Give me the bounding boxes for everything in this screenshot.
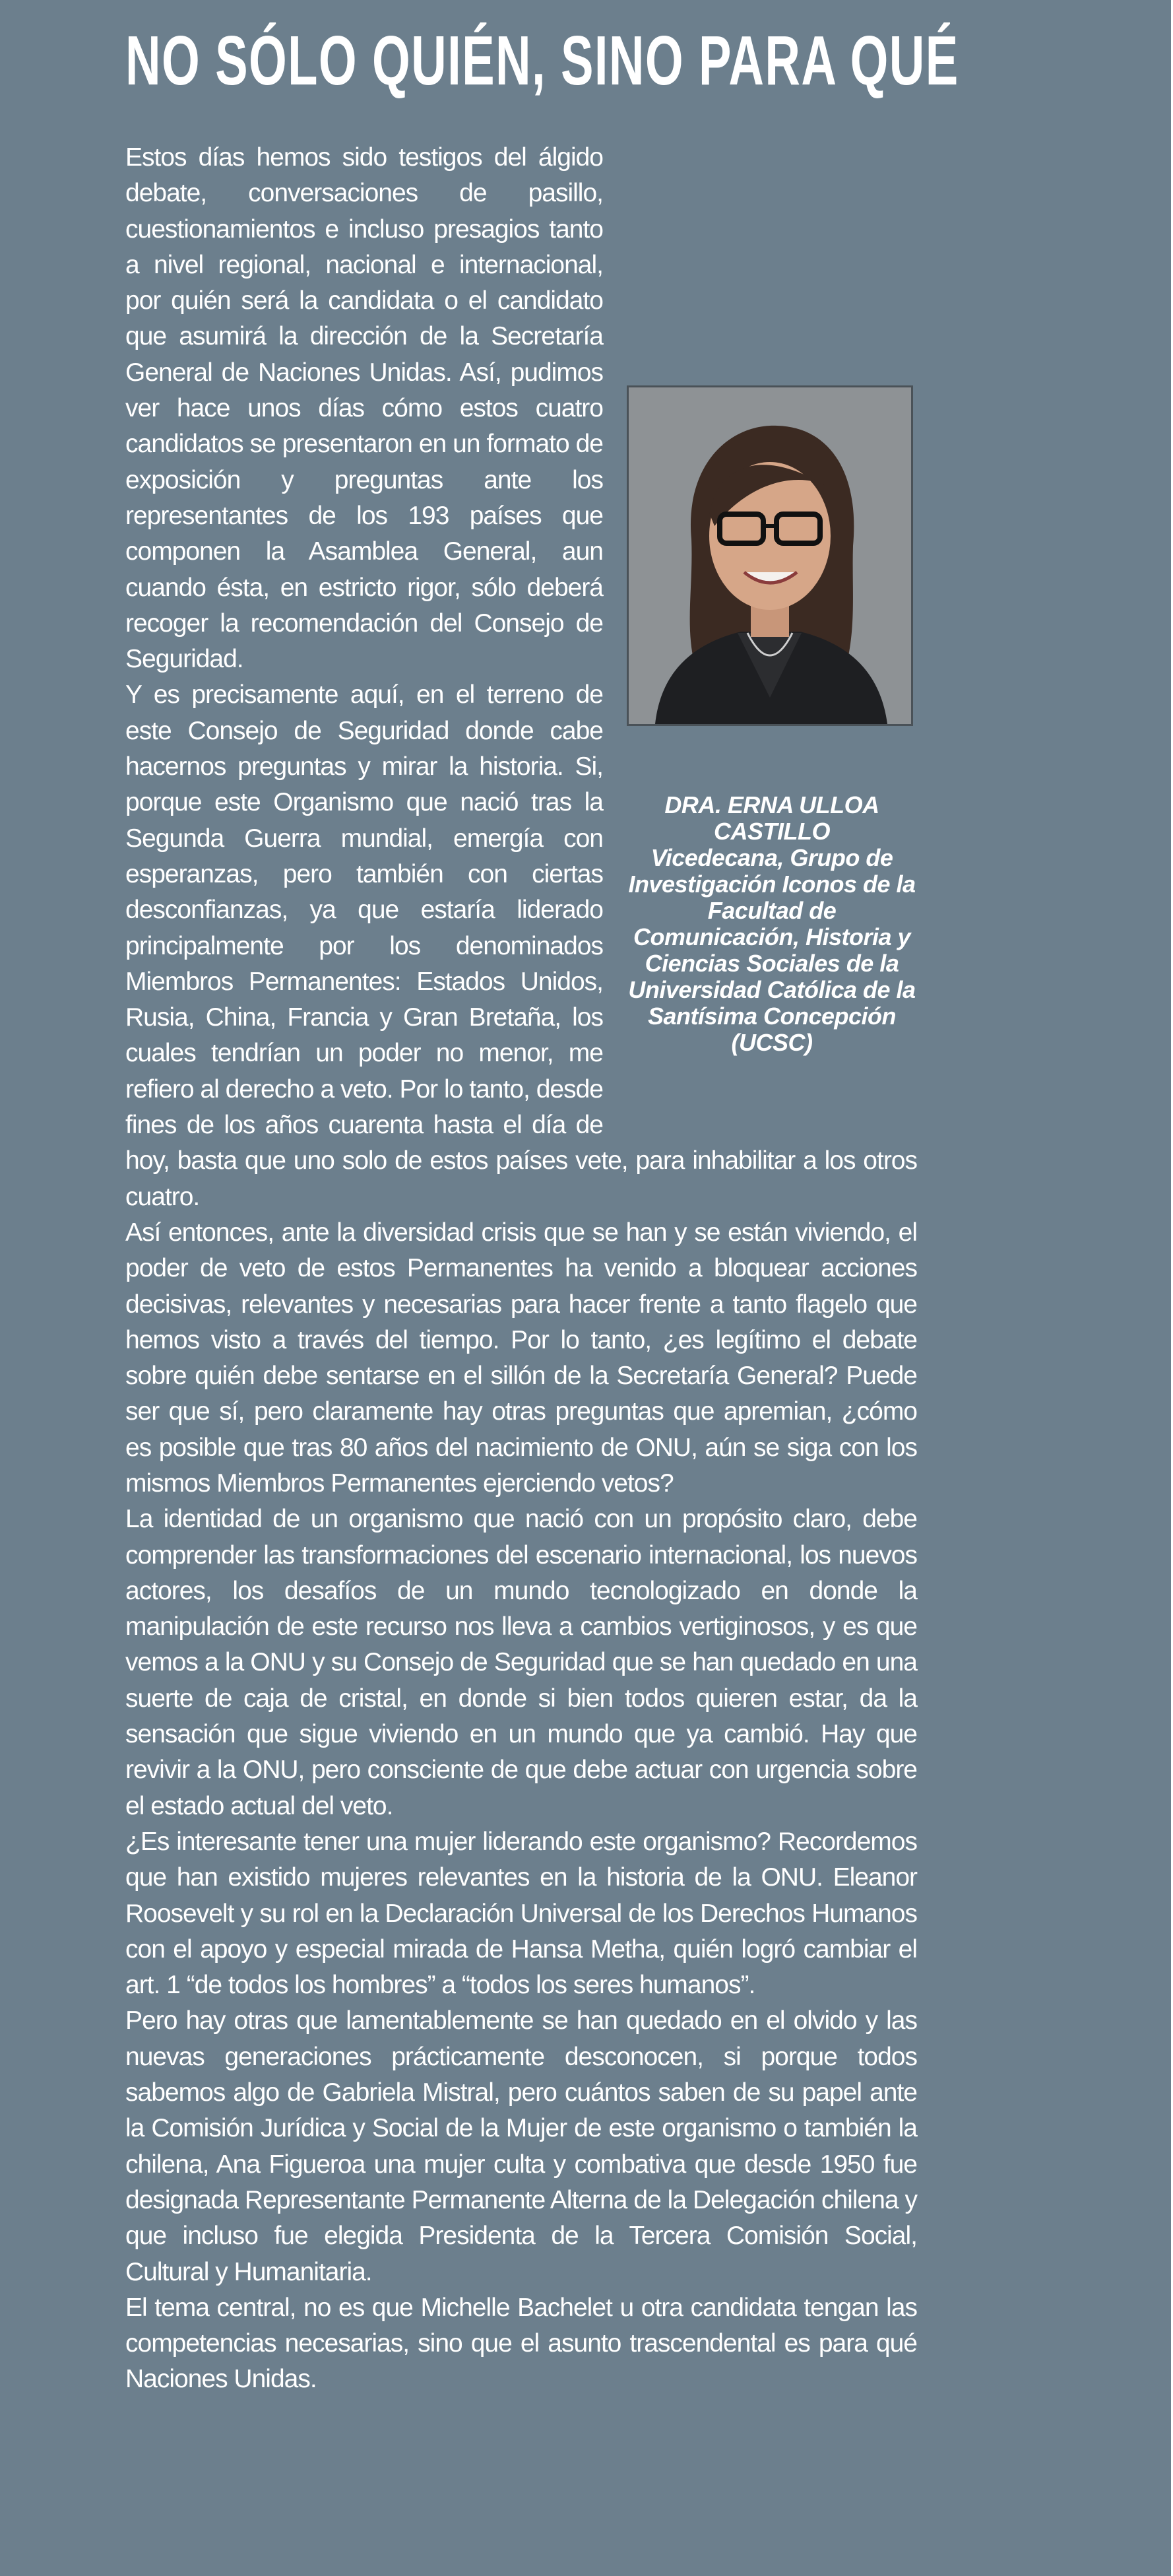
paragraph-7: El tema central, no es que Michelle Bachelet u otra candidata tengan las competencias necesarias, sino que el asunto trascendental es para qué Naciones Unidas. — [125, 2293, 917, 2394]
paragraph-3: Así entonces, ante la diversidad crisis que se han y se están viviendo, el poder de veto de estos Permanentes ha venido a bloquear acciones decisivas, relevantes y necesarias para hacer frente a tanto flagelo que hemos visto a través del tiempo. Por lo tanto, ¿es legítimo el debate sobre quién debe sentarse en el sillón de la Secretaría General? Puede ser que sí, pero claramente hay otras preguntas que apremian, ¿cómo es posible que tras 80 años del nacimiento de ONU, aún se siga con los mismos Miembros Permanentes ejerciendo vetos? — [125, 1218, 917, 1498]
author-photo — [627, 385, 913, 726]
paragraph-2: Y es precisamente aquí, en el terreno de este Consejo de Seguridad donde cabe hacernos preguntas y mirar la historia. Si, porque este Organismo que nació tras la Segunda Guerra mundial, emergía con esperanzas, pero también con ciertas desconfianzas, ya que estaría liderado principalmente por los denominados Miembros Permanentes: Estados Unidos, Rusia, China, Francia y Gran Bretaña, los cuales tendrían un poder no menor, me refiero al derecho a veto. Por lo tanto, desde fines de los años cuarenta hasta el día de hoy, basta que uno solo de estos países vete, para inhabilitar a los otros cuatro. — [125, 680, 917, 1211]
author-caption — [627, 792, 917, 1056]
paragraph-5: ¿Es interesante tener una mujer liderando este organismo? Recordemos que han existido mujeres relevantes en la historia de la ONU. Eleanor Roosevelt y su rol en la Declaración Universal de los Derechos Humanos con el apoyo y especial mirada de Hansa Metha, quién logró cambiar el art. 1 “de todos los hombres” a “todos los seres humanos”. — [125, 1827, 917, 2000]
paragraph-6: Pero hay otras que lamentablemente se han quedado en el olvido y las nuevas generaciones prácticamente desconocen, si porque todos sabemos algo de Gabriela Mistral, pero cuántos saben de su papel ante la Comisión Jurídica y Social de la Mujer de este organismo o también la chilena, Ana Figueroa una mujer culta y combativa que desde 1950 fue designada Representante Permanente Alterna de la Delegación chilena y que incluso fue elegida Presidenta de la Tercera Comisión Social, Cultural y Humanitaria. — [125, 2006, 917, 2286]
author-role: Vicedecana, Grupo de Investigación Iconos de la Facultad de Comunicación, Historia y Ciencias Sociales de la Universidad Católica de la Santísima Concepción (UCSC) — [628, 844, 916, 1056]
article-body — [125, 140, 917, 2398]
author-column — [627, 385, 917, 1131]
portrait-image — [629, 387, 911, 724]
headline: NO SÓLO QUIÉN, SINO PARA QUÉ — [125, 22, 959, 100]
paragraph-4: La identidad de un organismo que nació con un propósito claro, debe comprender las transformaciones del escenario internacional, los nuevos actores, los desafíos de un mundo tecnologizado en donde la manipulación de este recurso nos lleva a cambios vertiginosos, y es que vemos a la ONU y su Consejo de Seguridad que se han quedado en una suerte de caja de cristal, en donde si bien todos quieren estar, da la sensación que sigue viviendo en un mundo que ya cambió. Hay que revivir a la ONU, pero consciente de que debe actuar con urgencia sobre el estado actual del veto. — [125, 1505, 917, 1820]
author-name: DRA. ERNA ULLOA CASTILLO — [664, 791, 879, 845]
paragraph-1: Estos días hemos sido testigos del álgido debate, conversaciones de pasillo, cuestionamientos e incluso presagios tanto a nivel regional, nacional e internacional, por quién será la candidata o el candidato que asumirá la dirección de la Secretaría General de Naciones Unidas. Así, pudimos ver hace unos días cómo estos cuatro candidatos se presentaron en un formato de exposición y preguntas ante los representantes de los 193 países que componen la Asamblea General, aun cuando ésta, en estricto rigor, sólo deberá recoger la recomendación del Consejo de Seguridad. — [125, 143, 603, 674]
